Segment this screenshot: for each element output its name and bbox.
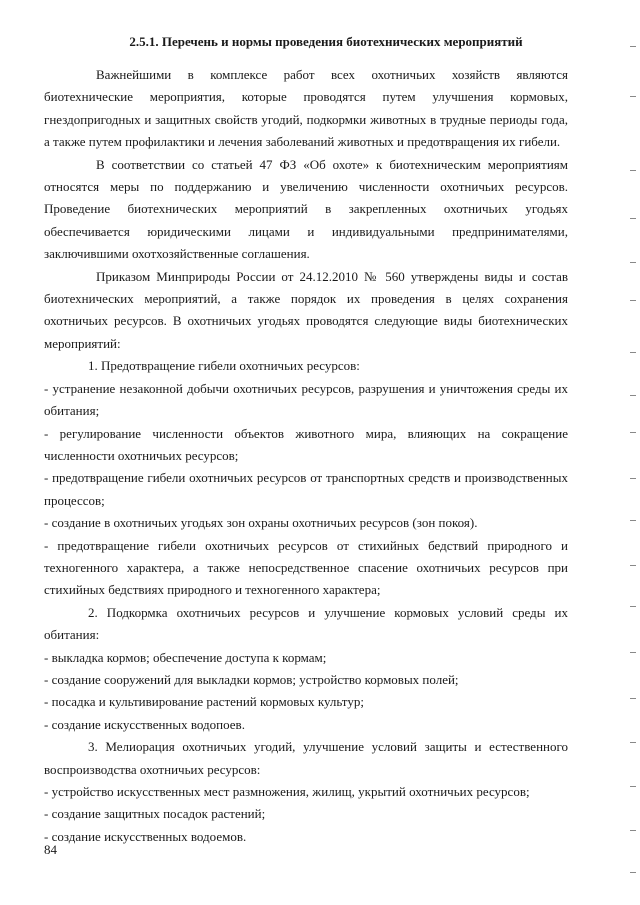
- list-item: - создание искусственных водопоев.: [44, 716, 245, 732]
- document-page: [44, 34, 568, 848]
- scan-edge-mark: [630, 395, 636, 396]
- list-item: - регулирование численности объектов животного мира, влияющих на сокращение численности охотничьих ресурсов;: [44, 425, 568, 463]
- scan-edge-mark: [630, 698, 636, 699]
- section-title: 2.5.1. Перечень и нормы проведения биотехнических мероприятий: [129, 34, 523, 49]
- scan-edge-mark: [630, 872, 636, 873]
- scan-edge-mark: [630, 565, 636, 566]
- section-2: [44, 602, 568, 736]
- section-1: [44, 355, 568, 601]
- list-item: - предотвращение гибели охотничьих ресурсов от транспортных средств и производственных процессов;: [44, 470, 568, 508]
- list-item: - посадка и культивирование растений кормовых культур;: [44, 694, 364, 710]
- paragraph-order: Приказом Минприроды России от 24.12.2010 № 560 утверждены виды и состав биотехнических мероприятий, а также порядок их проведения в целях сохранения охотничьих ресурсов. В охотничьих угодьях проводятся следующие виды биотехнических мероприятий:: [44, 268, 568, 351]
- scan-edge-mark: [630, 478, 636, 479]
- scan-edge-mark: [630, 170, 636, 171]
- scan-edge-mark: [630, 786, 636, 787]
- section-heading: 3. Мелиорация охотничьих угодий, улучшение условий защиты и естественного воспроизводства охотничьих ресурсов:: [44, 739, 568, 777]
- list-item: - создание защитных посадок растений;: [44, 806, 266, 822]
- list-item: - создание искусственных водоемов.: [44, 828, 247, 844]
- list-item: - устранение незаконной добычи охотничьих ресурсов, разрушения и уничтожения среды их обитания;: [44, 380, 568, 419]
- scan-edge-marks: [626, 0, 640, 905]
- paragraph-law-article: В соответствии со статьей 47 ФЗ «Об охоте» к биотехническим мероприятиям относятся меры по поддержанию и увеличению численности охотничьих ресурсов. Проведение биотехнических мероприятий в закрепленных охотничьих угодьях обеспечивается юридическими лицами и индивидуальными предпринимателями, заключившими охотхозяйственные соглашения.: [44, 156, 568, 262]
- scan-edge-mark: [630, 652, 636, 653]
- scan-edge-mark: [630, 46, 636, 47]
- scan-edge-mark: [630, 606, 636, 607]
- section-heading: 1. Предотвращение гибели охотничьих ресурсов:: [88, 358, 360, 374]
- section-3: [44, 736, 568, 848]
- page-number: 84: [44, 842, 57, 857]
- list-item: - создание в охотничьих угодьях зон охраны охотничьих ресурсов (зон покоя).: [44, 515, 478, 531]
- scan-edge-mark: [630, 432, 636, 433]
- scan-edge-mark: [630, 352, 636, 353]
- list-item: - создание сооружений для выкладки кормов; устройство кормовых полей;: [44, 671, 459, 687]
- paragraph-intro: Важнейшими в комплексе работ всех охотничьих хозяйств являются биотехнические мероприятия, которые проводятся путем улучшения кормовых, гнездопригодных и защитных свойств угодий, подкормки животных в трудные периоды года, а также путем профилактики и лечения заболеваний животных и предотвращения их гибели.: [44, 67, 568, 150]
- list-item: - устройство искусственных мест размножения, жилищ, укрытий охотничьих ресурсов;: [44, 784, 530, 799]
- scan-edge-mark: [630, 262, 636, 263]
- scan-edge-mark: [630, 218, 636, 219]
- scan-edge-mark: [630, 300, 636, 301]
- scan-edge-mark: [630, 96, 636, 97]
- list-item: - выкладка кормов; обеспечение доступа к кормам;: [44, 649, 327, 665]
- list-item: - предотвращение гибели охотничьих ресурсов от стихийных бедствий природного и техногенного характера, а также непосредственное спасение охотничьих ресурсов при стихийных бедствиях природного и техногенного характера;: [44, 537, 568, 598]
- scan-edge-mark: [630, 830, 636, 831]
- scan-edge-mark: [630, 520, 636, 521]
- section-heading: 2. Подкормка охотничьих ресурсов и улучшение кормовых условий среды их обитания:: [44, 604, 568, 643]
- scan-edge-mark: [630, 742, 636, 743]
